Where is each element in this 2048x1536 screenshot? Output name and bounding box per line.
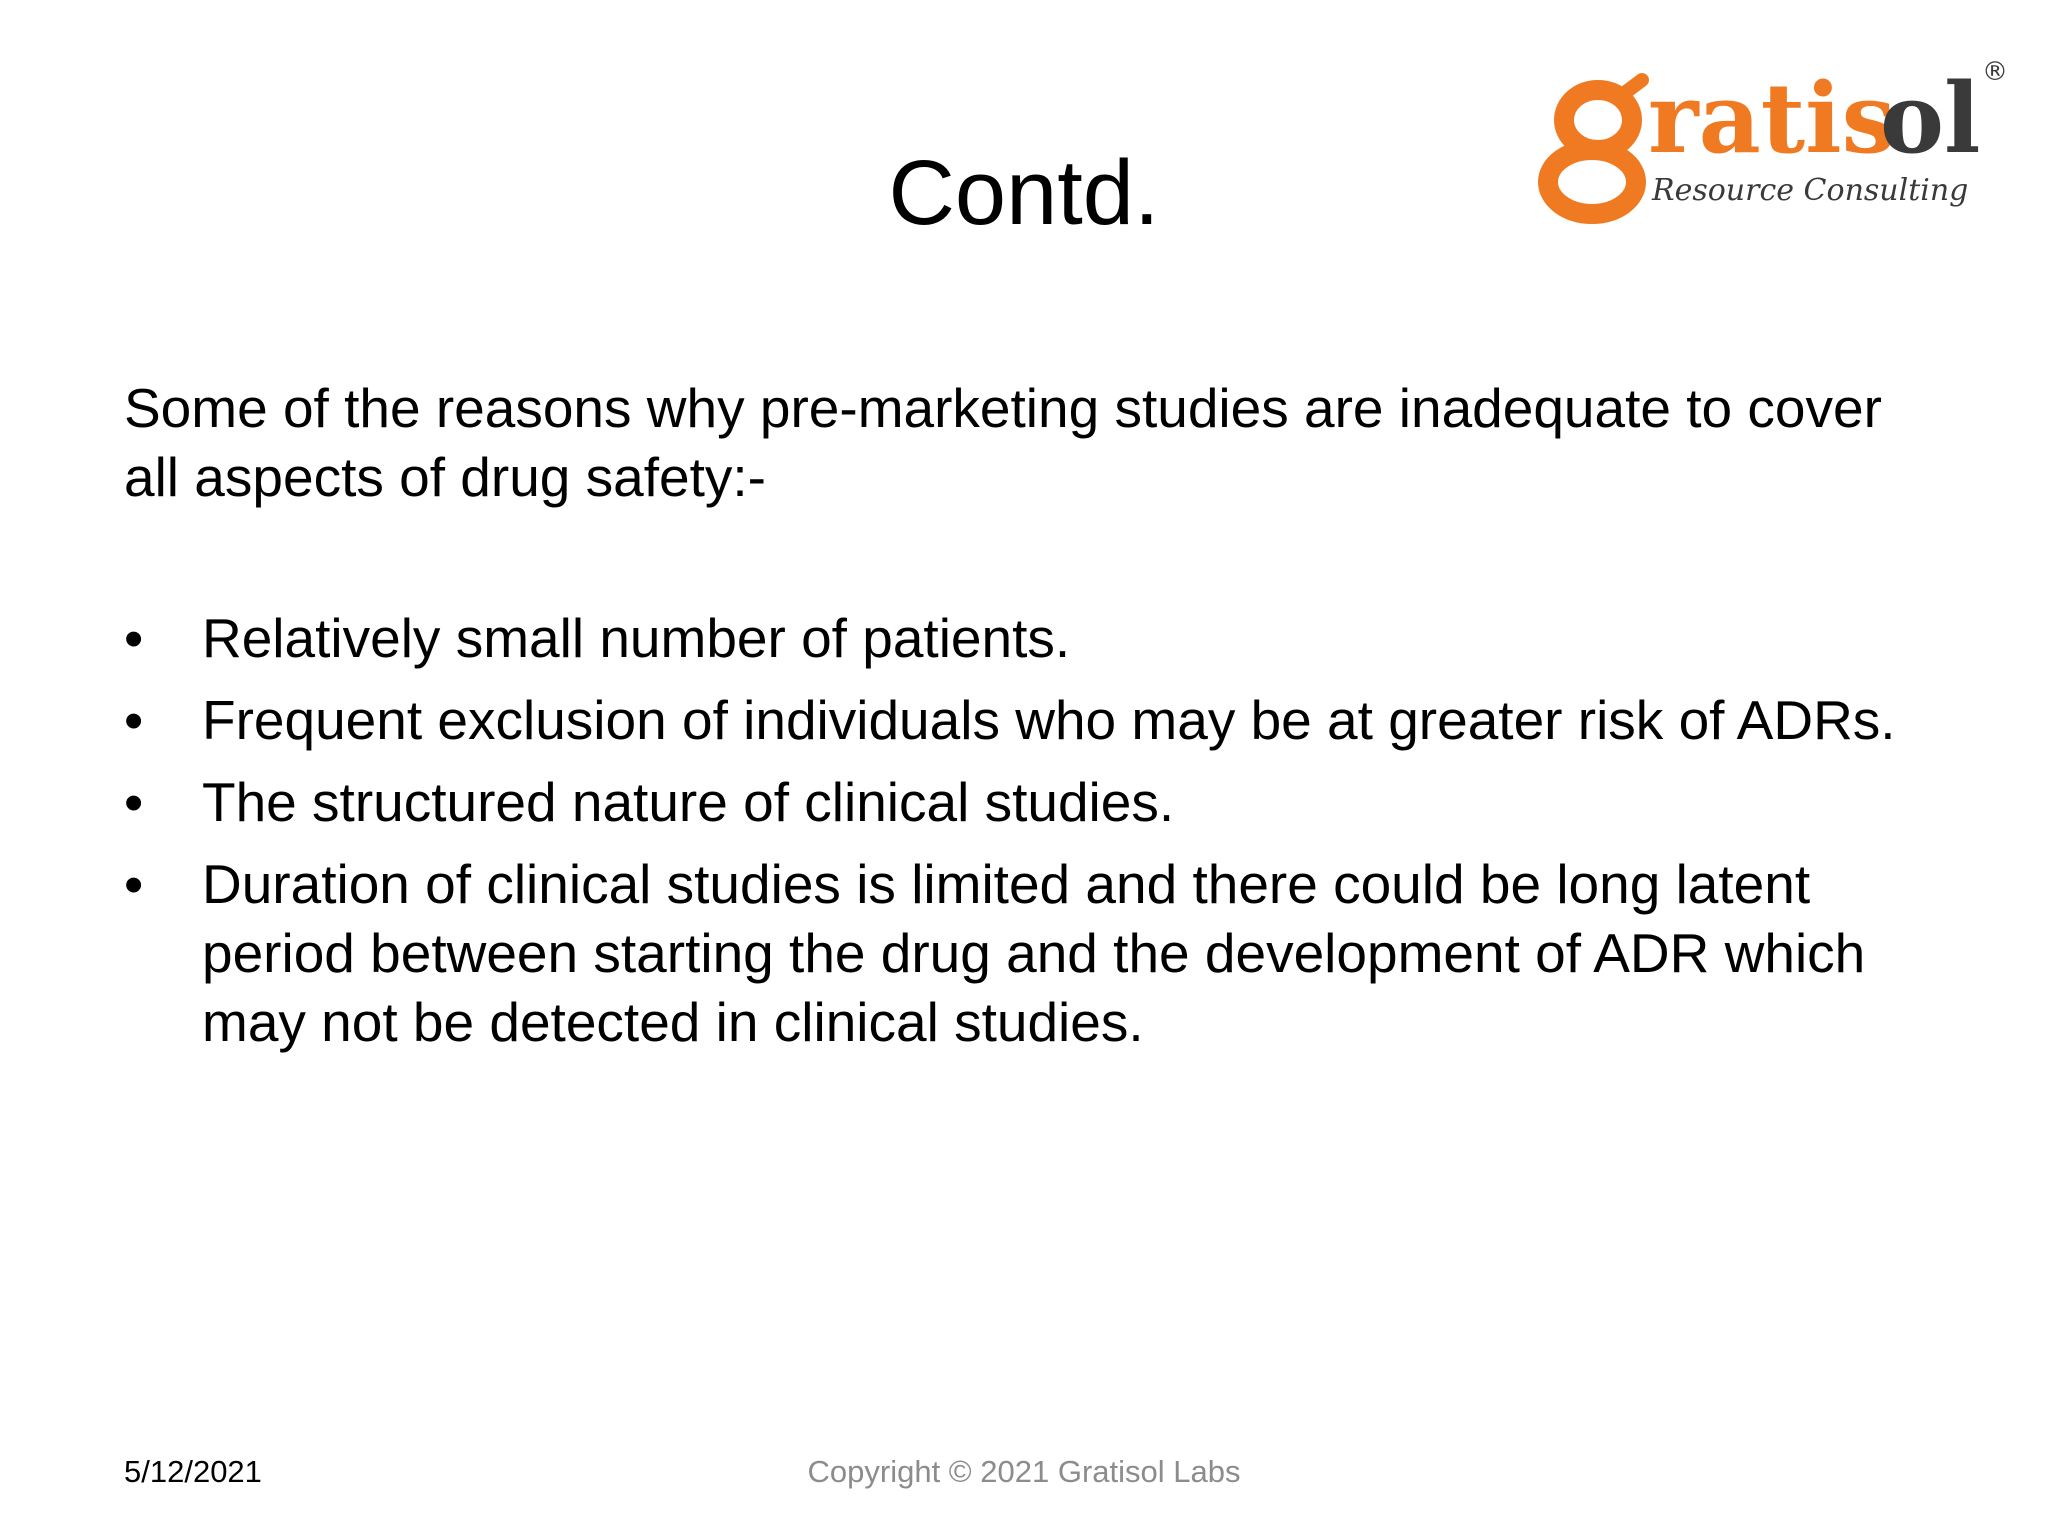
- bullet-list: [124, 604, 1944, 1070]
- list-item: [124, 686, 1944, 755]
- logo-wordmark-orange: ratis: [1648, 62, 1896, 175]
- bullet-text: Relatively small number of patients.: [202, 607, 1071, 669]
- logo-tagline: Resource Consulting: [1652, 173, 1969, 208]
- bullet-icon: •: [124, 689, 144, 751]
- bullet-icon: •: [124, 607, 144, 669]
- footer-date: 5/12/2021: [124, 1454, 262, 1489]
- logo-wordmark-dark: ol: [1880, 62, 1981, 175]
- registered-mark-icon: ®: [1982, 57, 2008, 87]
- bullet-icon: •: [124, 853, 144, 915]
- intro-text: Some of the reasons why pre-marketing studies are inadequate to cover all aspects of drug safety:-: [124, 377, 1882, 508]
- bullet-text: Frequent exclusion of individuals who may be at greater risk of ADRs.: [202, 689, 1896, 751]
- list-item: [124, 850, 1944, 1057]
- slide-title: Contd.: [888, 142, 1160, 244]
- bullet-text: The structured nature of clinical studies.: [202, 771, 1175, 833]
- footer-copyright: Copyright © 2021 Gratisol Labs: [807, 1454, 1241, 1489]
- bullet-icon: •: [124, 771, 144, 833]
- bullet-text: Duration of clinical studies is limited and there could be long latent period between starting the drug and the development of ADR which may not be detected in clinical studies.: [202, 853, 1866, 1053]
- list-item: [124, 604, 1944, 673]
- list-item: [124, 768, 1944, 837]
